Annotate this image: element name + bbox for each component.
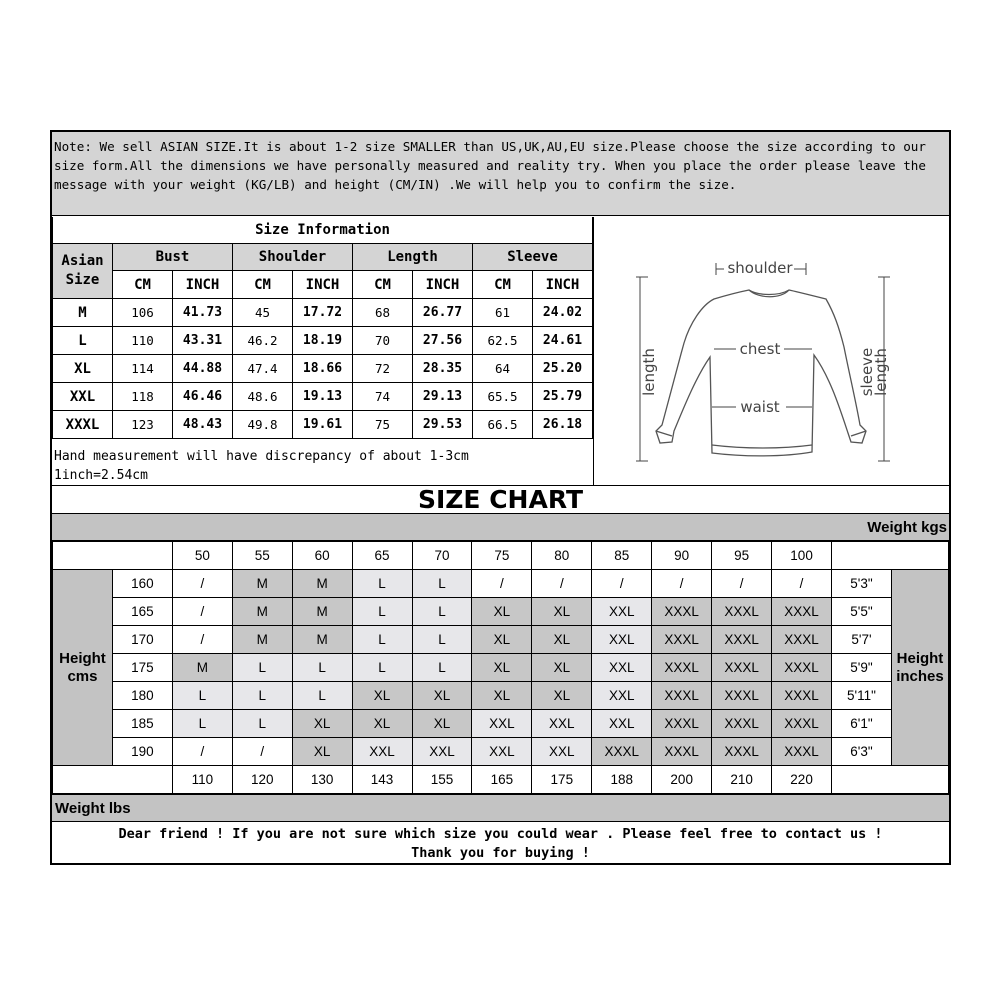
size-label: XXL — [53, 383, 113, 411]
height-inches-label — [891, 570, 948, 766]
recommended-size-cell: L — [352, 598, 412, 626]
recommended-size-cell: XXL — [592, 598, 652, 626]
size-label: XL — [53, 355, 113, 383]
recommended-size-cell: XL — [352, 710, 412, 738]
size-chart-title: SIZE CHART — [52, 485, 949, 514]
cm-value: 65.5 — [473, 383, 533, 411]
height-cm-value: 170 — [112, 626, 172, 654]
height-inch-value: 5'11" — [832, 682, 892, 710]
weight-lb-value: 200 — [652, 766, 712, 794]
recommended-size-cell: XXXL — [652, 682, 712, 710]
weight-lb-value: 110 — [172, 766, 232, 794]
recommended-size-cell: L — [352, 654, 412, 682]
unit-inch: INCH — [293, 271, 353, 299]
inch-value: 24.61 — [533, 327, 593, 355]
blank-cell — [832, 766, 949, 794]
height-inch-value: 5'5" — [832, 598, 892, 626]
recommended-size-cell: XXXL — [712, 710, 772, 738]
inch-value: 29.13 — [413, 383, 473, 411]
hand-measurement-note — [52, 447, 592, 485]
height-row — [53, 710, 949, 738]
size-info-row — [53, 299, 593, 327]
weight-lb-value: 175 — [532, 766, 592, 794]
inch-value: 18.19 — [293, 327, 353, 355]
recommended-size-cell: XXL — [592, 654, 652, 682]
recommended-size-cell: XXXL — [712, 598, 772, 626]
recommended-size-cell: XL — [532, 654, 592, 682]
recommended-size-cell: XL — [532, 598, 592, 626]
recommended-size-cell: XL — [472, 626, 532, 654]
hand-measurement-line: Hand measurement will have discrepancy of about 1-3cm — [54, 449, 469, 464]
cm-value: 66.5 — [473, 411, 533, 439]
height-cms-label-line: cms — [67, 667, 98, 685]
weight-kgs-row — [53, 542, 949, 570]
recommended-size-cell: L — [352, 626, 412, 654]
shoulder-label: shoulder — [727, 259, 793, 277]
weight-kgs-label: Weight kgs — [52, 514, 949, 541]
recommended-size-cell: M — [172, 654, 232, 682]
unit-inch: INCH — [173, 271, 233, 299]
weight-kg-value: 95 — [712, 542, 772, 570]
height-row — [53, 682, 949, 710]
recommended-size-cell: / — [532, 570, 592, 598]
cm-value: 123 — [113, 411, 173, 439]
weight-lb-value: 130 — [292, 766, 352, 794]
recommended-size-cell: / — [172, 738, 232, 766]
recommended-size-cell: XL — [292, 710, 352, 738]
inch-value: 19.61 — [293, 411, 353, 439]
inch-value: 24.02 — [533, 299, 593, 327]
weight-kg-value: 85 — [592, 542, 652, 570]
recommended-size-cell: XXXL — [652, 738, 712, 766]
recommended-size-cell: M — [292, 626, 352, 654]
cm-value: 46.2 — [233, 327, 293, 355]
height-row — [53, 598, 949, 626]
shoulder-header: Shoulder — [233, 244, 353, 271]
recommended-size-cell: XXXL — [772, 626, 832, 654]
recommended-size-cell: / — [772, 570, 832, 598]
inch-value: 26.18 — [533, 411, 593, 439]
waist-label: waist — [740, 398, 780, 416]
height-row — [53, 570, 949, 598]
cm-value: 61 — [473, 299, 533, 327]
height-row — [53, 738, 949, 766]
recommended-size-cell: XXL — [412, 738, 472, 766]
height-cm-value: 185 — [112, 710, 172, 738]
recommended-size-cell: / — [232, 738, 292, 766]
recommended-size-cell: / — [652, 570, 712, 598]
recommended-size-cell: XXL — [532, 738, 592, 766]
size-label: M — [53, 299, 113, 327]
height-inches-label-line: Height — [896, 649, 944, 667]
inch-value: 46.46 — [173, 383, 233, 411]
unit-inch: INCH — [413, 271, 473, 299]
recommended-size-cell: / — [172, 598, 232, 626]
weight-kg-value: 80 — [532, 542, 592, 570]
weight-kg-value: 65 — [352, 542, 412, 570]
height-inch-value: 5'3" — [832, 570, 892, 598]
recommended-size-cell: L — [232, 682, 292, 710]
weight-kg-value: 70 — [412, 542, 472, 570]
sleeve-length-label: length — [872, 348, 890, 396]
unit-inch: INCH — [533, 271, 593, 299]
cm-value: 70 — [353, 327, 413, 355]
weight-kg-value: 60 — [292, 542, 352, 570]
inch-value: 43.31 — [173, 327, 233, 355]
size-chart-frame — [50, 130, 951, 865]
inch-value: 27.56 — [413, 327, 473, 355]
asian-size-header: Asian Size — [53, 244, 113, 299]
cm-value: 72 — [353, 355, 413, 383]
cm-value: 62.5 — [473, 327, 533, 355]
cm-value: 118 — [113, 383, 173, 411]
recommended-size-cell: XXXL — [772, 654, 832, 682]
recommended-size-cell: L — [232, 710, 292, 738]
weight-kg-value: 90 — [652, 542, 712, 570]
inch-value: 25.79 — [533, 383, 593, 411]
sleeve-header: Sleeve — [473, 244, 593, 271]
recommended-size-cell: L — [172, 710, 232, 738]
recommended-size-cell: XL — [472, 654, 532, 682]
inch-value: 26.77 — [413, 299, 473, 327]
recommended-size-cell: XL — [352, 682, 412, 710]
sweater-diagram-icon — [594, 217, 949, 485]
weight-lb-value: 120 — [232, 766, 292, 794]
weight-lb-value: 165 — [472, 766, 532, 794]
recommended-size-cell: XXL — [472, 738, 532, 766]
size-info-row — [53, 355, 593, 383]
height-row — [53, 654, 949, 682]
size-information-table — [52, 217, 593, 439]
blank-cell — [832, 542, 949, 570]
recommended-size-cell: / — [592, 570, 652, 598]
recommended-size-cell: XXXL — [712, 654, 772, 682]
height-cm-value: 160 — [112, 570, 172, 598]
height-inches-label-line: inches — [896, 667, 944, 685]
size-info-row — [53, 383, 593, 411]
recommended-size-cell: M — [232, 626, 292, 654]
cm-value: 74 — [353, 383, 413, 411]
unit-cm: CM — [353, 271, 413, 299]
blank-cell — [53, 542, 173, 570]
cm-value: 110 — [113, 327, 173, 355]
garment-diagram — [593, 217, 949, 485]
recommended-size-cell: L — [172, 682, 232, 710]
recommended-size-cell: L — [412, 654, 472, 682]
bust-header: Bust — [113, 244, 233, 271]
unit-cm: CM — [473, 271, 533, 299]
recommended-size-cell: XXXL — [592, 738, 652, 766]
weight-lbs-row — [53, 766, 949, 794]
footer-line-1: Dear friend ! If you are not sure which size you could wear . Please feel free to contact us ! — [118, 826, 883, 842]
recommended-size-cell: XXL — [592, 626, 652, 654]
weight-lbs-label: Weight lbs — [52, 794, 949, 822]
cm-value: 45 — [233, 299, 293, 327]
recommended-size-cell: XXL — [532, 710, 592, 738]
recommended-size-cell: XXL — [472, 710, 532, 738]
height-inch-value: 6'3" — [832, 738, 892, 766]
height-cm-value: 180 — [112, 682, 172, 710]
recommended-size-cell: L — [352, 570, 412, 598]
inch-value: 19.13 — [293, 383, 353, 411]
chest-label: chest — [739, 340, 781, 358]
cm-value: 48.6 — [233, 383, 293, 411]
length-header: Length — [353, 244, 473, 271]
recommended-size-cell: XXXL — [772, 598, 832, 626]
recommended-size-cell: / — [172, 626, 232, 654]
recommended-size-cell: XL — [292, 738, 352, 766]
recommended-size-cell: L — [292, 682, 352, 710]
size-label: XXXL — [53, 411, 113, 439]
weight-lb-value: 143 — [352, 766, 412, 794]
weight-kg-value: 55 — [232, 542, 292, 570]
cm-value: 114 — [113, 355, 173, 383]
recommended-size-cell: L — [412, 570, 472, 598]
recommended-size-cell: XXXL — [712, 682, 772, 710]
recommended-size-cell: XXXL — [652, 598, 712, 626]
unit-cm: CM — [233, 271, 293, 299]
size-note: Note: We sell ASIAN SIZE.It is about 1-2 size SMALLER than US,UK,AU,EU size.Please choose the size according to our size form.All the dimensions we have personally measured and reality try. When you place the order please leave the message with your weight (KG/LB) and height (CM/IN) .We will help you to confirm the size. — [52, 132, 949, 216]
recommended-size-cell: L — [292, 654, 352, 682]
recommended-size-cell: XXL — [592, 710, 652, 738]
recommended-size-cell: XL — [412, 682, 472, 710]
recommended-size-cell: L — [412, 598, 472, 626]
inch-value: 48.43 — [173, 411, 233, 439]
length-label: length — [640, 348, 658, 396]
recommended-size-cell: XL — [472, 682, 532, 710]
inch-value: 29.53 — [413, 411, 473, 439]
footer-message — [52, 822, 949, 863]
inch-value: 44.88 — [173, 355, 233, 383]
height-cms-label-line: Height — [59, 649, 106, 667]
height-cms-label — [53, 570, 113, 766]
blank-cell — [53, 766, 173, 794]
height-cm-value: 190 — [112, 738, 172, 766]
recommended-size-cell: XXXL — [772, 682, 832, 710]
height-cm-value: 165 — [112, 598, 172, 626]
cm-value: 47.4 — [233, 355, 293, 383]
recommended-size-cell: XL — [532, 626, 592, 654]
size-chart-table — [52, 541, 949, 794]
inch-value: 28.35 — [413, 355, 473, 383]
weight-lb-value: 220 — [772, 766, 832, 794]
recommended-size-cell: L — [412, 626, 472, 654]
recommended-size-cell: XXXL — [712, 738, 772, 766]
inch-value: 18.66 — [293, 355, 353, 383]
size-info-row — [53, 327, 593, 355]
recommended-size-cell: M — [292, 570, 352, 598]
unit-cm: CM — [113, 271, 173, 299]
inch-value: 41.73 — [173, 299, 233, 327]
cm-value: 106 — [113, 299, 173, 327]
inch-value: 17.72 — [293, 299, 353, 327]
recommended-size-cell: / — [472, 570, 532, 598]
size-information-title: Size Information — [53, 217, 593, 244]
recommended-size-cell: XL — [532, 682, 592, 710]
sleeve-label: sleeve — [858, 347, 876, 397]
inch-value: 25.20 — [533, 355, 593, 383]
height-inch-value: 6'1" — [832, 710, 892, 738]
cm-value: 68 — [353, 299, 413, 327]
recommended-size-cell: M — [292, 598, 352, 626]
recommended-size-cell: / — [712, 570, 772, 598]
weight-lb-value: 155 — [412, 766, 472, 794]
recommended-size-cell: XXL — [352, 738, 412, 766]
weight-lb-value: 210 — [712, 766, 772, 794]
recommended-size-cell: XXL — [592, 682, 652, 710]
size-label: L — [53, 327, 113, 355]
recommended-size-cell: L — [232, 654, 292, 682]
weight-kg-value: 50 — [172, 542, 232, 570]
cm-value: 49.8 — [233, 411, 293, 439]
inch-conversion-line: 1inch=2.54cm — [54, 468, 148, 483]
recommended-size-cell: XXXL — [652, 710, 712, 738]
recommended-size-cell: XXXL — [712, 626, 772, 654]
recommended-size-cell: M — [232, 598, 292, 626]
height-inch-value: 5'9" — [832, 654, 892, 682]
weight-lb-value: 188 — [592, 766, 652, 794]
recommended-size-cell: XXXL — [652, 626, 712, 654]
cm-value: 75 — [353, 411, 413, 439]
height-cm-value: 175 — [112, 654, 172, 682]
recommended-size-cell: XL — [412, 710, 472, 738]
recommended-size-cell: M — [232, 570, 292, 598]
footer-line-2: Thank you for buying ! — [411, 845, 590, 861]
cm-value: 64 — [473, 355, 533, 383]
recommended-size-cell: XXXL — [772, 710, 832, 738]
weight-kg-value: 100 — [772, 542, 832, 570]
size-info-row — [53, 411, 593, 439]
recommended-size-cell: XL — [472, 598, 532, 626]
weight-kg-value: 75 — [472, 542, 532, 570]
recommended-size-cell: / — [172, 570, 232, 598]
height-row — [53, 626, 949, 654]
recommended-size-cell: XXXL — [772, 738, 832, 766]
recommended-size-cell: XXXL — [652, 654, 712, 682]
height-inch-value: 5'7' — [832, 626, 892, 654]
